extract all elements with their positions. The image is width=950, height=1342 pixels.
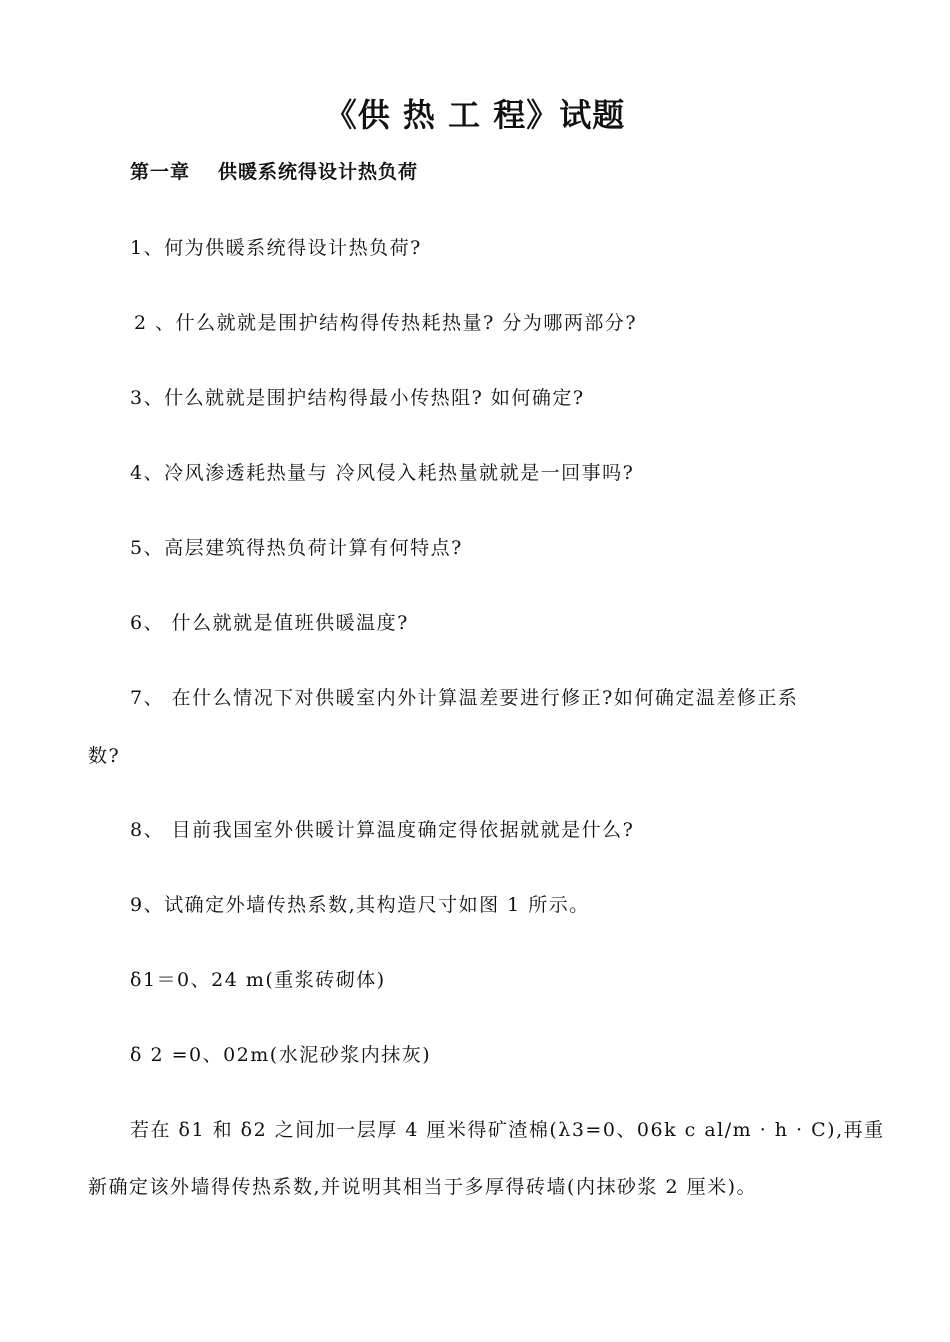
- question-4: 4、冷风渗透耗热量与 冷风侵入耗热量就就是一回事吗?: [130, 462, 635, 484]
- question-3: 3、什么就就是围护结构得最小传热阻? 如何确定?: [130, 387, 585, 409]
- delta-2-spec: δ 2 =0、02m(水泥砂浆内抹灰): [130, 1044, 432, 1066]
- question-9: 9、试确定外墙传热系数,其构造尺寸如图 1 所示。: [130, 894, 590, 916]
- question-9-followup-line-1: 若在 δ1 和 δ2 之间加一层厚 4 厘米得矿渣棉(λ3=0、06k c al/m · h · C),再重: [130, 1119, 885, 1141]
- chapter-name: 供暖系统得设计热负荷: [218, 161, 419, 183]
- document-title: 《供 热 工 程》试题: [324, 96, 626, 134]
- question-1: 1、何为供暖系统得设计热负荷?: [130, 237, 422, 259]
- question-7-line-2: 数?: [88, 745, 121, 767]
- question-5: 5、高层建筑得热负荷计算有何特点?: [130, 537, 463, 559]
- delta-1-spec: δ1＝0、24 m(重浆砖砌体): [130, 969, 386, 991]
- question-6: 6、 什么就就是值班供暖温度?: [130, 612, 409, 634]
- question-7-line-1: 7、 在什么情况下对供暖室内外计算温差要进行修正?如何确定温差修正系: [130, 687, 799, 709]
- question-8: 8、 目前我国室外供暖计算温度确定得依据就就是什么?: [130, 819, 635, 841]
- chapter-number: 第一章: [130, 161, 191, 183]
- question-2: 2 、什么就就是围护结构得传热耗热量? 分为哪两部分?: [134, 312, 638, 334]
- question-9-followup-line-2: 新确定该外墙得传热系数,并说明其相当于多厚得砖墙(内抹砂浆 2 厘米)。: [88, 1176, 758, 1198]
- chapter-heading: [130, 157, 418, 184]
